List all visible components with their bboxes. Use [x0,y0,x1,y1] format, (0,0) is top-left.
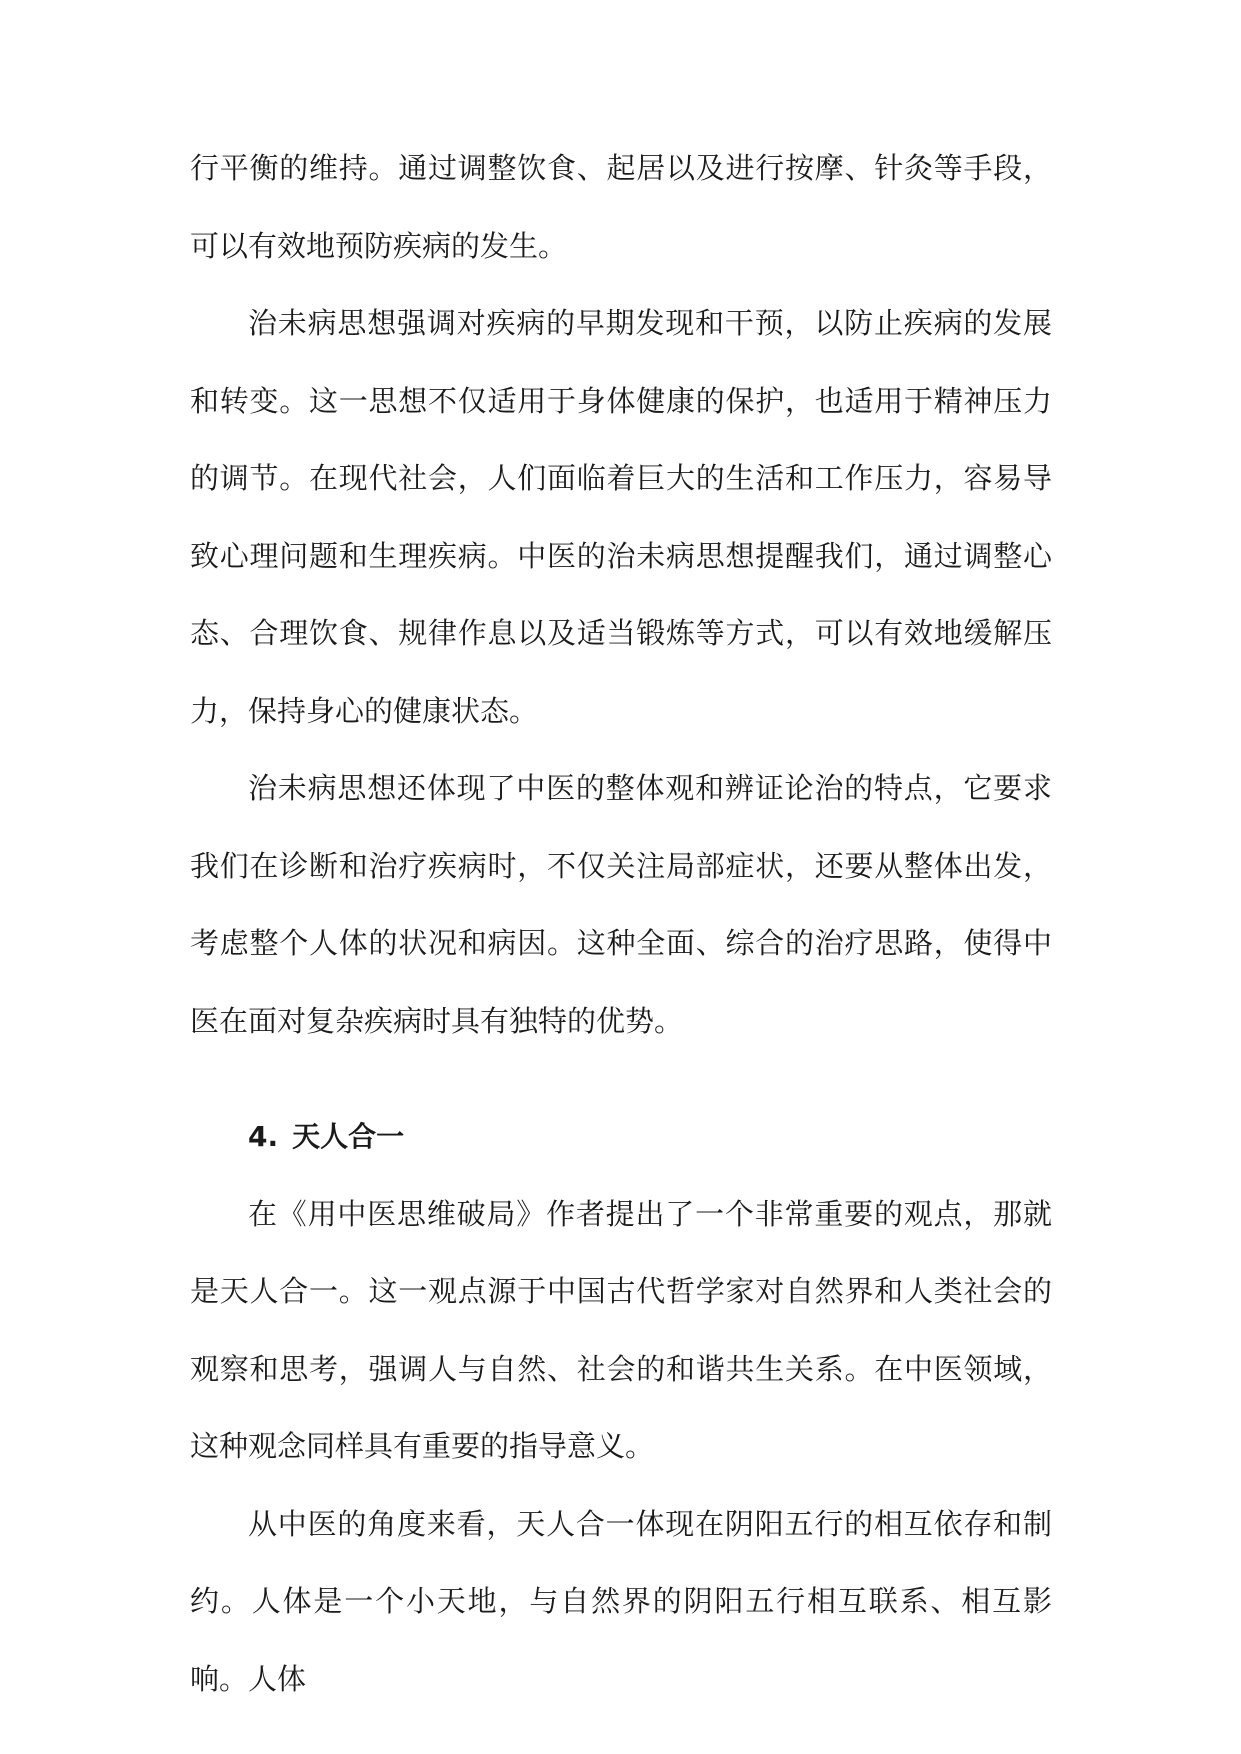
paragraph-yin-yang-five-elements: 从中医的角度来看，天人合一体现在阴阳五行的相互依存和制约。人体是一个小天地，与自然界的阴阳五行相互联系、相互影响。人体 [190,1506,1052,1696]
paragraph-tian-ren-he-yi: 在《用中医思维破局》作者提出了一个非常重要的观点，那就是天人合一。这一观点源于中国古代哲学家对自然界和人类社会的观察和思考，强调人与自然、社会的和谐共生关系。在中医领域，这种观念同样具有重要的指导意义。 [190,1196,1052,1463]
section-title: 天人合一 [292,1120,405,1153]
paragraph-continuation: 行平衡的维持。通过调整饮食、起居以及进行按摩、针灸等手段，可以有效地预防疾病的发生。 [190,151,1052,263]
section-number: 4. [248,1120,279,1153]
paragraph-holistic-view: 治未病思想还体现了中医的整体观和辨证论治的特点，它要求我们在诊断和治疗疾病时，不仅关注局部症状，还要从整体出发，考虑整个人体的状况和病因。这种全面、综合的治疗思路，使得中医在面对复杂疾病时具有独特的优势。 [190,771,1052,1038]
section-heading [190,1098,1052,1176]
paragraph-prevention-early-intervention: 治未病思想强调对疾病的早期发现和干预，以防止疾病的发展和转变。这一思想不仅适用于身体健康的保护，也适用于精神压力的调节。在现代社会，人们面临着巨大的生活和工作压力，容易导致心理问题和生理疾病。中医的治未病思想提醒我们，通过调整心态、合理饮食、规律作息以及适当锻炼等方式，可以有效地缓解压力，保持身心的健康状态。 [190,306,1052,728]
document-body [190,130,1052,1718]
